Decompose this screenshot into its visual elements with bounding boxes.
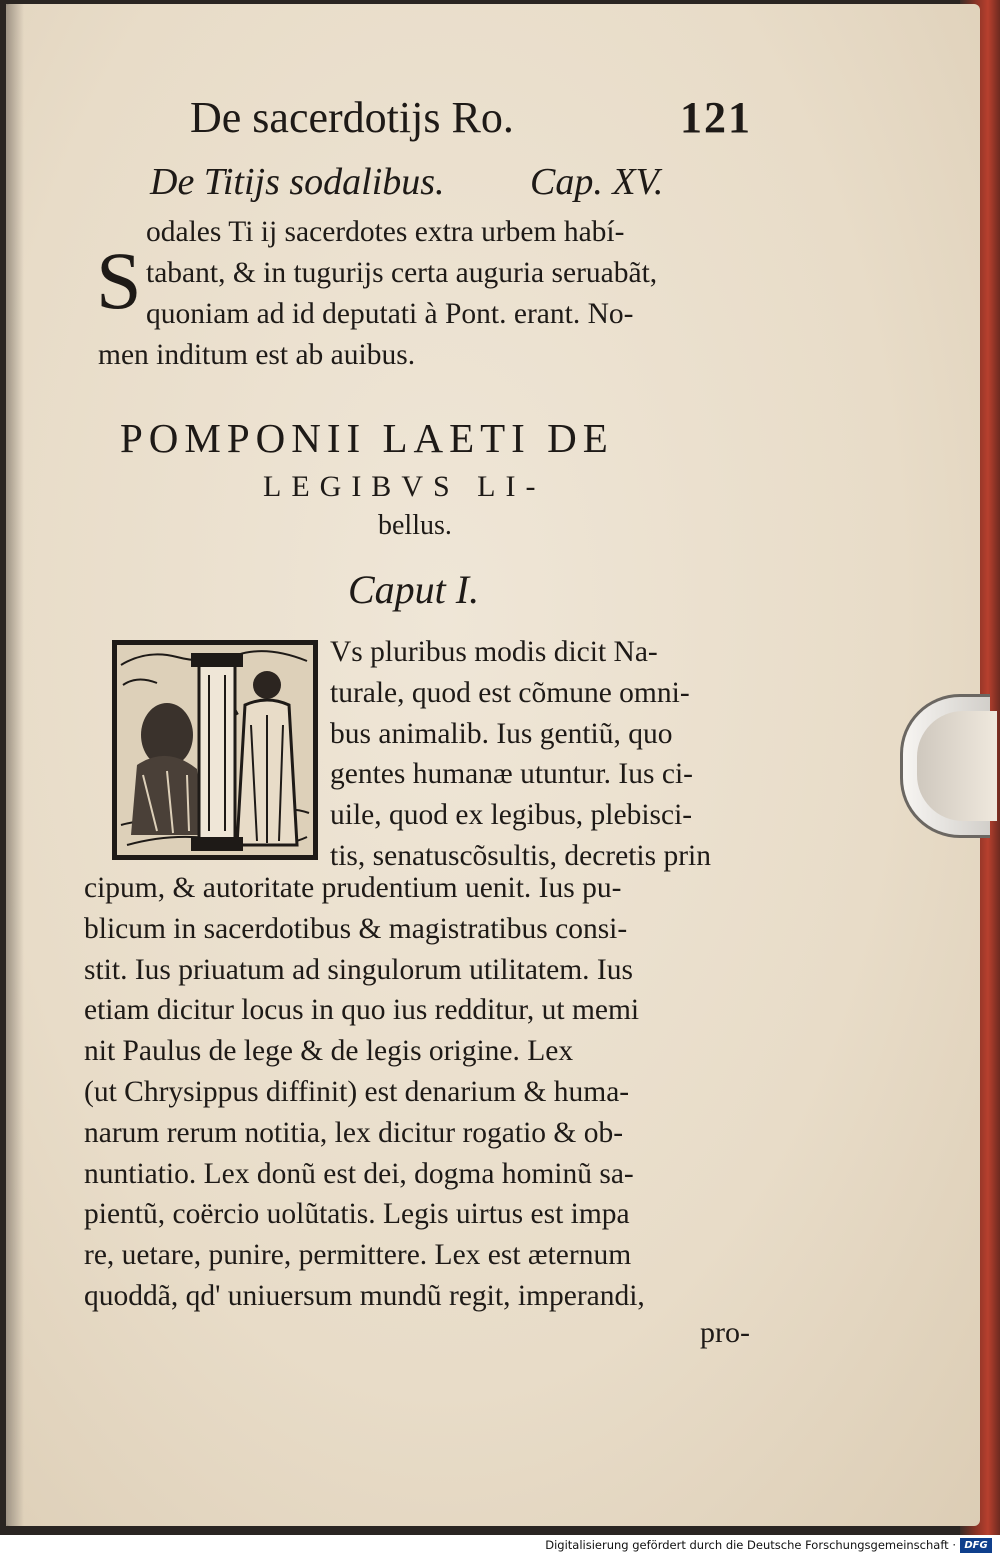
woodcut-initial <box>112 640 318 860</box>
woodcut-illustration <box>117 645 313 855</box>
treatise-title: POMPONII LAETI DE <box>120 415 614 461</box>
text-line: cipum, & autoritate prudentium uenit. Ius pu- <box>84 872 622 904</box>
catchword: pro- <box>700 1316 750 1349</box>
text-line: Vs pluribus modis dicit Na- <box>330 636 658 668</box>
chapter-paragraph <box>98 212 658 376</box>
chapter-number: Cap. XV. <box>530 161 664 203</box>
text-line: uile, quod ex legibus, plebisci- <box>330 799 693 832</box>
text-line: tis, senatuscõsultis, decretis prin <box>330 839 711 872</box>
dfg-logo: DFG <box>960 1538 992 1553</box>
text-line: nit Paulus de lege & de legis origine. Lex <box>84 1035 574 1068</box>
treatise-title-line2: LEGIBVS LI- <box>263 470 546 503</box>
text-line: narum rerum notitia, lex dicitur rogatio & ob- <box>84 1116 624 1149</box>
text-line: odales Ti ij sacerdotes extra urbem habí- <box>146 216 625 248</box>
text-line: pientũ, coërcio uolũtatis. Legis uirtus est impa <box>84 1198 630 1231</box>
page-clip <box>900 694 990 838</box>
text-line: (ut Chrysippus diffinit) est denarium & huma- <box>84 1075 630 1108</box>
text-line: bus animalib. Ius gentiũ, quo <box>330 717 673 750</box>
text-line: gentes humanæ utuntur. Ius ci- <box>330 758 693 791</box>
treatise-title-line3: bellus. <box>378 510 452 541</box>
digitization-footer <box>0 1535 1000 1556</box>
text-line: quoniam ad id deputati à Pont. erant. No- <box>146 298 634 330</box>
text-line: stit. Ius priuatum ad singulorum utilitatem. Ius <box>84 953 633 986</box>
text-line: blicum in sacerdotibus & magistratibus consi- <box>84 912 628 945</box>
text-line: quoddã, qd' uniuersum mundũ regit, imperandi, <box>84 1279 645 1312</box>
text-line: nuntiatio. Lex donũ est dei, dogma hominũ sa- <box>84 1157 634 1190</box>
page-number: 121 <box>680 93 752 142</box>
running-head: De sacerdotijs Ro. <box>190 93 514 142</box>
funding-credit: Digitalisierung gefördert durch die Deutsche Forschungsgemeinschaft · <box>545 1538 956 1552</box>
drop-initial: S <box>96 235 142 326</box>
text-line: turale, quod est cõmune omni- <box>330 676 690 709</box>
text-line: etiam dicitur locus in quo ius redditur, ut memi <box>84 994 640 1027</box>
page-gutter-shadow <box>6 4 24 1526</box>
text-line: re, uetare, punire, permittere. Lex est æternum <box>84 1239 632 1272</box>
caput-paragraph <box>84 868 645 1317</box>
chapter-title: De Titijs sodalibus. <box>150 161 445 203</box>
text-line: men inditum est ab auibus. <box>98 339 416 371</box>
caput-heading: Caput I. <box>348 567 480 612</box>
text-line: tabant, & in tugurijs certa auguria seruabãt, <box>146 257 658 289</box>
caput-paragraph-beside-initial <box>330 632 711 877</box>
